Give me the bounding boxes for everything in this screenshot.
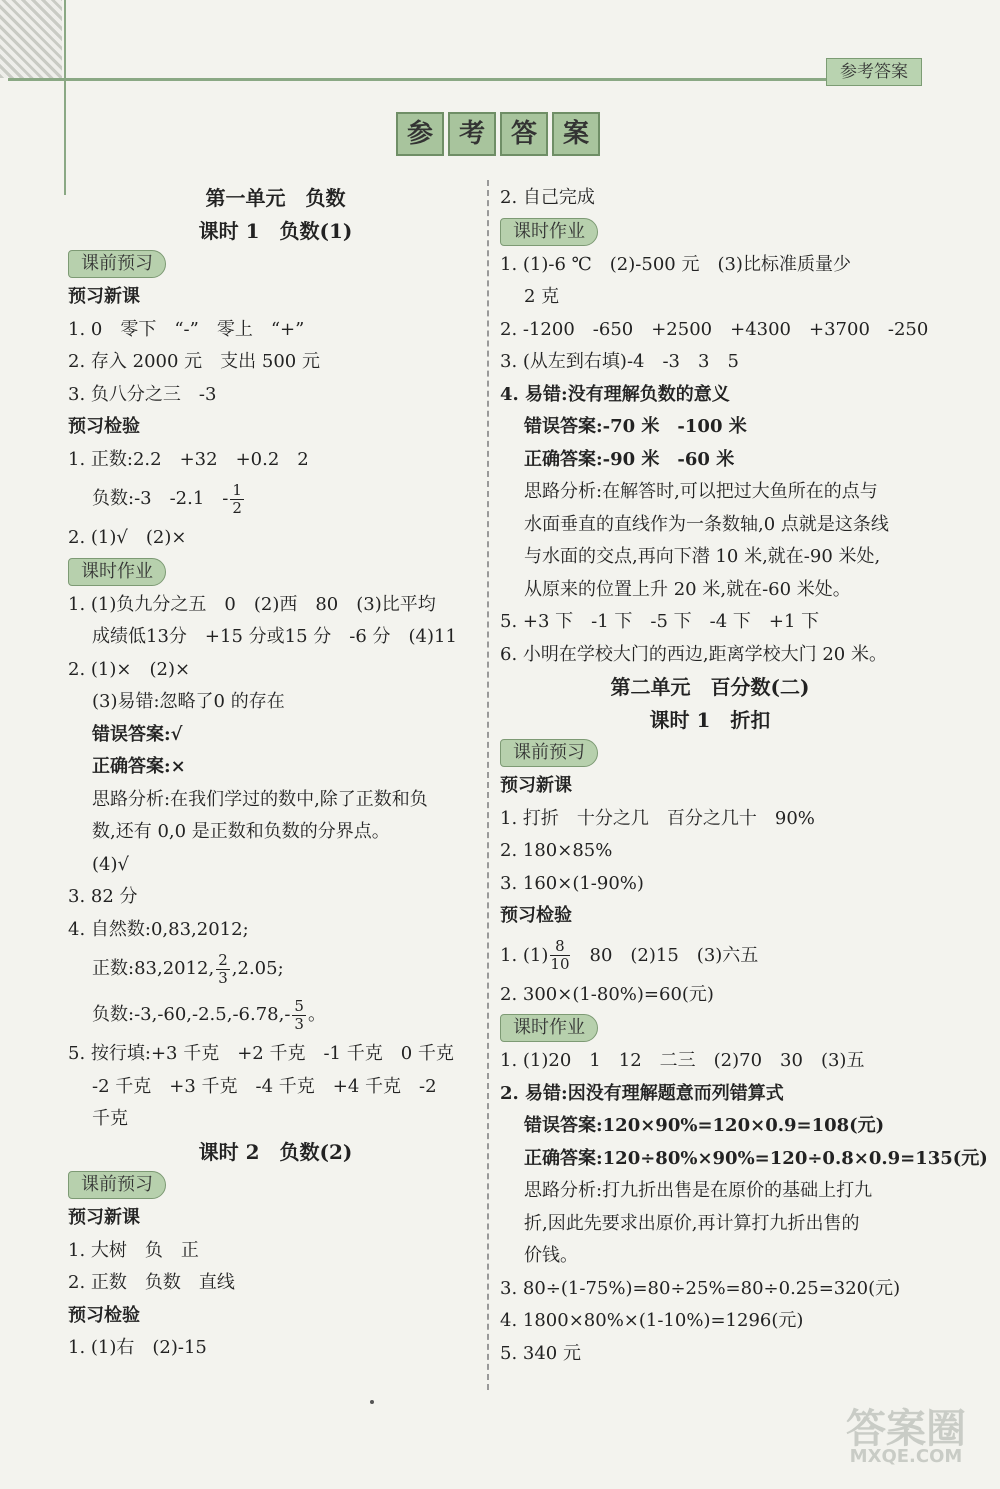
fraction — [216, 952, 230, 987]
watermark-text: 答案圈 — [846, 1406, 966, 1452]
answer-line: 3. 80÷(1-75%)=80÷25%=80÷0.25=320(元) — [500, 1277, 901, 1299]
answer-line: -2 千克 +3 千克 -4 千克 +4 千克 -2 — [92, 1075, 437, 1097]
section-badge-row — [68, 247, 483, 281]
answer-line: 从原来的位置上升 20 米,就在-60 米处。 — [524, 578, 851, 600]
watermark-logo — [822, 1406, 990, 1471]
section-badge-row — [68, 555, 483, 589]
answer-text: 1. (1) — [500, 944, 549, 966]
answer-line: 5. 按行填:+3 千克 +2 千克 -1 千克 0 千克 — [68, 1043, 454, 1064]
answer-line: 5. +3 下 -1 下 -5 下 -4 下 +1 下 — [500, 611, 820, 632]
title-char: 案 — [552, 112, 600, 156]
answer-line — [68, 946, 483, 992]
fraction-denominator: 3 — [218, 968, 228, 987]
answer-line: 2. (1)√ (2)× — [68, 527, 187, 548]
title-char: 考 — [448, 112, 496, 156]
section-heading: 课时 1 折扣 — [649, 707, 771, 732]
fraction-numerator: 8 — [550, 938, 569, 956]
subheading: 预习新课 — [68, 286, 140, 307]
answer-line: 思路分析:在我们学过的数中,除了正数和负 — [92, 788, 428, 810]
corner-hatch-decoration — [0, 0, 62, 78]
section-heading: 课时 2 负数(2) — [198, 1139, 353, 1164]
answer-line: 2. (1)× (2)× — [68, 658, 191, 680]
section-badge-row — [500, 736, 920, 770]
right-column — [500, 182, 988, 1370]
answer-line: 3. (从左到右填)-4 -3 3 5 — [500, 351, 739, 372]
answer-line — [68, 992, 483, 1038]
answer-line — [500, 933, 920, 979]
answer-line — [68, 476, 483, 522]
answer-line: 成绩低13分 +15 分或15 分 -6 分 (4)11 — [92, 626, 457, 647]
section-heading: 第二单元 百分数(二) — [610, 675, 810, 699]
answer-line: 3. 82 分 — [68, 886, 138, 907]
answer-line: 3. 负八分之三 -3 — [68, 383, 217, 405]
answer-line: 2. 自己完成 — [500, 187, 595, 208]
subheading: 预习检验 — [500, 905, 572, 926]
header-rule — [8, 78, 918, 81]
answer-line: 折,因此先要求出原价,再计算打九折出售的 — [524, 1212, 860, 1234]
answer-line: 正确答案:× — [92, 756, 186, 777]
section-badge: 课前预习 — [500, 739, 598, 767]
watermark-url: MXQE.COM — [849, 1446, 963, 1467]
column-divider — [487, 180, 489, 1390]
subheading: 预习新课 — [500, 775, 572, 796]
fraction-denominator: 3 — [294, 1014, 304, 1033]
section-badge: 课前预习 — [68, 1171, 166, 1199]
answer-line: 千克 — [92, 1108, 128, 1129]
answer-line: 1. 大树 负 正 — [68, 1239, 199, 1261]
answer-line: 正确答案:-90 米 -60 米 — [524, 448, 735, 470]
corner-tab: 参考答案 — [826, 58, 922, 86]
answer-line: 1. (1)20 1 12 二三 (2)70 30 (3)五 — [500, 1050, 865, 1071]
answer-text: 负数:-3 -2.1 - — [92, 488, 229, 509]
section-badge: 课时作业 — [68, 558, 166, 586]
fraction-numerator: 2 — [218, 950, 228, 969]
fraction — [230, 482, 244, 517]
section-badge-row — [500, 215, 920, 249]
answer-line: 错误答案:√ — [92, 723, 183, 745]
margin-line — [64, 0, 66, 195]
answer-text: 80 (2)15 (3)六五 — [571, 944, 759, 966]
answer-text: 正数:83,2012, — [92, 958, 215, 979]
title-char: 参 — [396, 112, 444, 156]
answer-line: 2. 正数 负数 直线 — [68, 1272, 235, 1293]
answer-text: 。 — [307, 1004, 326, 1025]
fraction-denominator: 10 — [550, 955, 570, 973]
subheading: 预习检验 — [68, 1304, 140, 1326]
page-dot — [370, 1400, 374, 1404]
section-badge: 课时作业 — [500, 1014, 598, 1042]
fraction-numerator: 1 — [232, 480, 242, 499]
answer-line: 1. (1)右 (2)-15 — [68, 1337, 207, 1358]
answer-line: 数,还有 0,0 是正数和负数的分界点。 — [92, 821, 390, 842]
answer-text: ,2.05; — [231, 958, 284, 979]
answer-line: 4. 自然数:0,83,2012; — [68, 918, 249, 940]
title-char: 答 — [500, 112, 548, 156]
answer-line: 价钱。 — [524, 1245, 578, 1266]
fraction — [292, 998, 306, 1033]
answer-line: 2. 300×(1-80%)=60(元) — [500, 983, 714, 1005]
answer-line: 错误答案:-70 米 -100 米 — [524, 416, 747, 437]
answer-line: (3)易错:忽略了0 的存在 — [92, 691, 285, 712]
answer-line: 2. 存入 2000 元 支出 500 元 — [68, 351, 320, 372]
answer-line: 1. 打折 十分之几 百分之几十 90% — [500, 807, 815, 829]
answer-line: 6. 小明在学校大门的西边,距离学校大门 20 米。 — [500, 643, 887, 665]
answer-text: 负数:-3,-60,-2.5,-6.78,- — [92, 1004, 291, 1025]
left-column — [68, 182, 483, 1365]
page-title — [396, 112, 600, 156]
fraction-numerator: 5 — [294, 996, 304, 1015]
answer-line: 2. 易错:因没有理解题意而列错算式 — [500, 1082, 784, 1104]
section-heading: 第一单元 负数 — [205, 186, 346, 210]
subheading: 预习检验 — [68, 416, 140, 437]
answer-line: 3. 160×(1-90%) — [500, 872, 644, 894]
answer-line: 1. (1)-6 ℃ (2)-500 元 (3)比标准质量少 — [500, 253, 851, 275]
section-badge: 课时作业 — [500, 218, 598, 246]
answer-line: 思路分析:打九折出售是在原价的基础上打九 — [524, 1180, 873, 1201]
answer-line: 4. 易错:没有理解负数的意义 — [500, 383, 730, 405]
fraction-denominator: 2 — [232, 498, 242, 517]
section-badge-row — [500, 1011, 920, 1045]
answer-line: 1. 正数:2.2 +32 +0.2 2 — [68, 448, 309, 470]
answer-line: 2. -1200 -650 +2500 +4300 +3700 -250 — [500, 318, 929, 340]
answer-line: 1. 0 零下 “-” 零上 “+” — [68, 318, 305, 340]
section-badge: 课前预习 — [68, 250, 166, 278]
subheading: 预习新课 — [68, 1207, 140, 1228]
answer-line: 2. 180×85% — [500, 840, 613, 861]
answer-line: 错误答案:120×90%=120×0.9=108(元) — [524, 1115, 885, 1136]
section-heading: 课时 1 负数(1) — [198, 218, 353, 243]
answer-line: (4)√ — [92, 853, 129, 875]
answer-line: 水面垂直的直线作为一条数轴,0 点就是这条线 — [524, 513, 889, 535]
answer-line: 与水面的交点,再向下潜 10 米,就在-90 米处, — [524, 546, 881, 567]
answer-line: 思路分析:在解答时,可以把过大鱼所在的点与 — [524, 481, 878, 502]
answer-line: 2 克 — [524, 286, 560, 307]
answer-line: 1. (1)负九分之五 0 (2)西 80 (3)比平均 — [68, 593, 436, 615]
answer-line: 5. 340 元 — [500, 1342, 581, 1364]
answer-line: 4. 1800×80%×(1-10%)=1296(元) — [500, 1310, 804, 1331]
answer-line: 正确答案:120÷80%×90%=120÷0.8×0.9=135(元) — [524, 1147, 988, 1169]
section-badge-row — [68, 1168, 483, 1202]
fraction — [550, 938, 569, 973]
